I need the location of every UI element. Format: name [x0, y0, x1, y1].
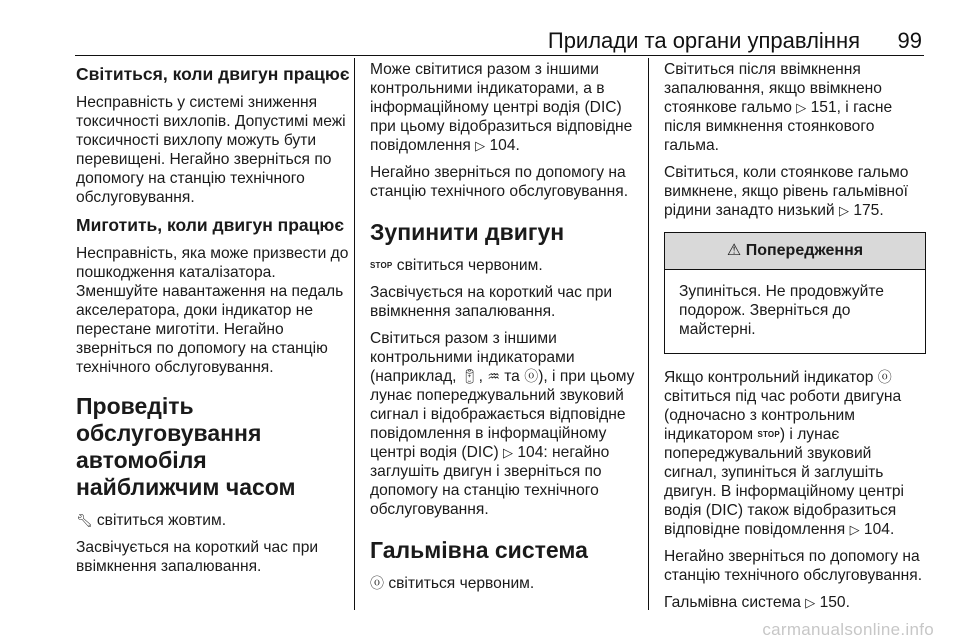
brake-running-ref[interactable]: 104.: [863, 521, 895, 538]
brake-running-text-c: ) і лунає попереджувальний звуковий сигнал, зупиніться й заглушіть двигун. В інформаційному центрі водія (DIC) також відобразиться відповідне повідомлення: [664, 426, 904, 538]
ref-arrow-icon: ▷: [805, 595, 816, 610]
paragraph-stop-red: [370, 256, 640, 275]
paragraph-brake-red: [370, 574, 640, 593]
ref-arrow-icon: ▷: [838, 203, 849, 218]
stop-icon: STOP: [370, 261, 393, 270]
wrench-text: світиться жовтим.: [96, 512, 227, 529]
page-header: [0, 0, 960, 55]
brake-fluid-ref[interactable]: 175.: [853, 202, 884, 219]
paragraph-catalyst-damage: Несправність, яка може призвести до пошкодження каталізатора. Зменшуйте навантаження на педаль акселератора, доки індикатор не перестане миготіти. Негайно зверніться по допомогу на станцію технічного обслуговування.: [76, 245, 349, 376]
warning-header: [665, 233, 925, 270]
paragraph-brake-running: [664, 368, 926, 539]
paragraph-brake-fluid: [664, 163, 926, 220]
paragraph-stop-with-others: Світиться разом з іншими контрольними індикаторами (наприклад, 🔋︎, ♒ та ⓞ), і при цьому лунає попереджувальний звуковий сигнал і відображається відповідне повідомлення в інформаційному центрі водія (DIC) ▷ 104: негайно заглушіть двигун і зверніться по допомогу на станцію технічного обслуговування.: [370, 330, 635, 518]
paragraph-emission-fault: Несправність у системі зниження токсичності вихлопів. Допустимі межі токсичності вихлопу можуть бути перевищені. Негайно зверніться по допомогу на станцію технічного обслуговування.: [76, 94, 346, 206]
warning-box: [664, 232, 926, 354]
header-title: Прилади та органи управління: [547, 28, 860, 53]
brake-system-ref[interactable]: 150.: [819, 594, 850, 611]
watermark: carmanualsonline.info: [762, 620, 934, 639]
stop-others-ref[interactable]: 104: негайно заглушіть двигун і зверніться по допомогу на станцію технічного обслуговування.: [370, 444, 610, 518]
stop-others-text-a: Світиться разом з іншими контрольними індикаторами (наприклад,: [370, 330, 575, 385]
brake-warning-icon: ⓞ: [524, 368, 539, 384]
heading-flashing-engine-running: Миготить, коли двигун працює: [76, 215, 344, 235]
ref-arrow-icon: ▷: [475, 138, 486, 153]
paragraph-wrench-yellow: [76, 511, 351, 530]
column-divider-right: [648, 58, 649, 610]
ref-arrow-icon: ▷: [503, 445, 514, 460]
ref-arrow-icon: ▷: [849, 522, 860, 537]
dic-message-ref[interactable]: 104.: [489, 137, 520, 154]
brake-warning-icon: ⓞ: [877, 369, 892, 385]
brake-running-text-b: світиться під час роботи двигуна (одночасно з контрольним індикатором: [664, 388, 902, 443]
warning-title: Попередження: [745, 242, 864, 259]
column-divider-left: [354, 58, 355, 610]
column-1: [76, 60, 351, 584]
paragraph-dic-message: [370, 60, 640, 155]
page-number: 99: [897, 28, 922, 53]
warning-triangle-icon: ⚠: [726, 242, 742, 259]
paragraph-contact-service: Негайно зверніться по допомогу на станцію технічного обслуговування.: [370, 164, 629, 200]
stop-icon: STOP: [757, 430, 780, 439]
stop-text: світиться червоним.: [396, 257, 543, 274]
header-rule: [75, 55, 924, 56]
brake-running-text-a: Якщо контрольний індикатор: [664, 369, 874, 386]
column-2: [370, 60, 640, 601]
stop-others-text-b: та: [504, 368, 520, 385]
paragraph-stop-ignition: Засвічується на короткий час при ввімкнення запалювання.: [370, 284, 613, 320]
dic-message-text: Може світитися разом з іншими контрольними індикаторами, а в інформаційному центрі водія (DIC) при цьому відобразиться відповідне повідомлення: [370, 61, 633, 154]
brake-system-text: Гальмівна система: [664, 594, 801, 611]
coolant-temperature-icon: ♒: [487, 368, 500, 384]
wrench-icon: 🔧︎: [76, 513, 93, 528]
section-title-service: Проведіть обслуговування автомобіля найближчим часом: [76, 393, 296, 500]
parking-brake-text: Світиться після ввімкнення запалювання, якщо ввімкнено стоянкове гальмо: [664, 61, 882, 116]
stop-others-text-c: ), і при цьому лунає попереджувальний звуковий сигнал і відображається відповідне повідомлення в інформаційному центрі водія (DIC): [370, 368, 635, 461]
paragraph-brake-system-ref: [664, 593, 926, 612]
parking-brake-ref[interactable]: 151, і гасне після вимкнення стоянкового гальма.: [664, 99, 893, 154]
paragraph-parking-brake: [664, 60, 926, 155]
heading-lit-engine-running: Світиться, коли двигун працює: [76, 64, 350, 84]
paragraph-ignition-short: Засвічується на короткий час при ввімкнення запалювання.: [76, 539, 319, 575]
paragraph-contact-service-2: Негайно зверніться по допомогу на станцію технічного обслуговування.: [664, 548, 923, 584]
battery-icon: 🔋︎: [460, 368, 479, 384]
ref-arrow-icon: ▷: [796, 100, 807, 115]
section-title-stop-engine: Зупинити двигун: [370, 219, 565, 245]
column-3: [664, 60, 926, 620]
brake-warning-icon: ⓞ: [370, 575, 384, 591]
brake-red-text: світиться червоним.: [388, 575, 535, 592]
brake-fluid-text: Світиться, коли стоянкове гальмо вимкнене, якщо рівень гальмівної рідини занадто низький: [664, 164, 909, 219]
warning-body: Зупиніться. Не продовжуйте подорож. Зверніться до майстерні.: [679, 283, 884, 338]
section-title-brake-system: Гальмівна система: [370, 537, 588, 563]
